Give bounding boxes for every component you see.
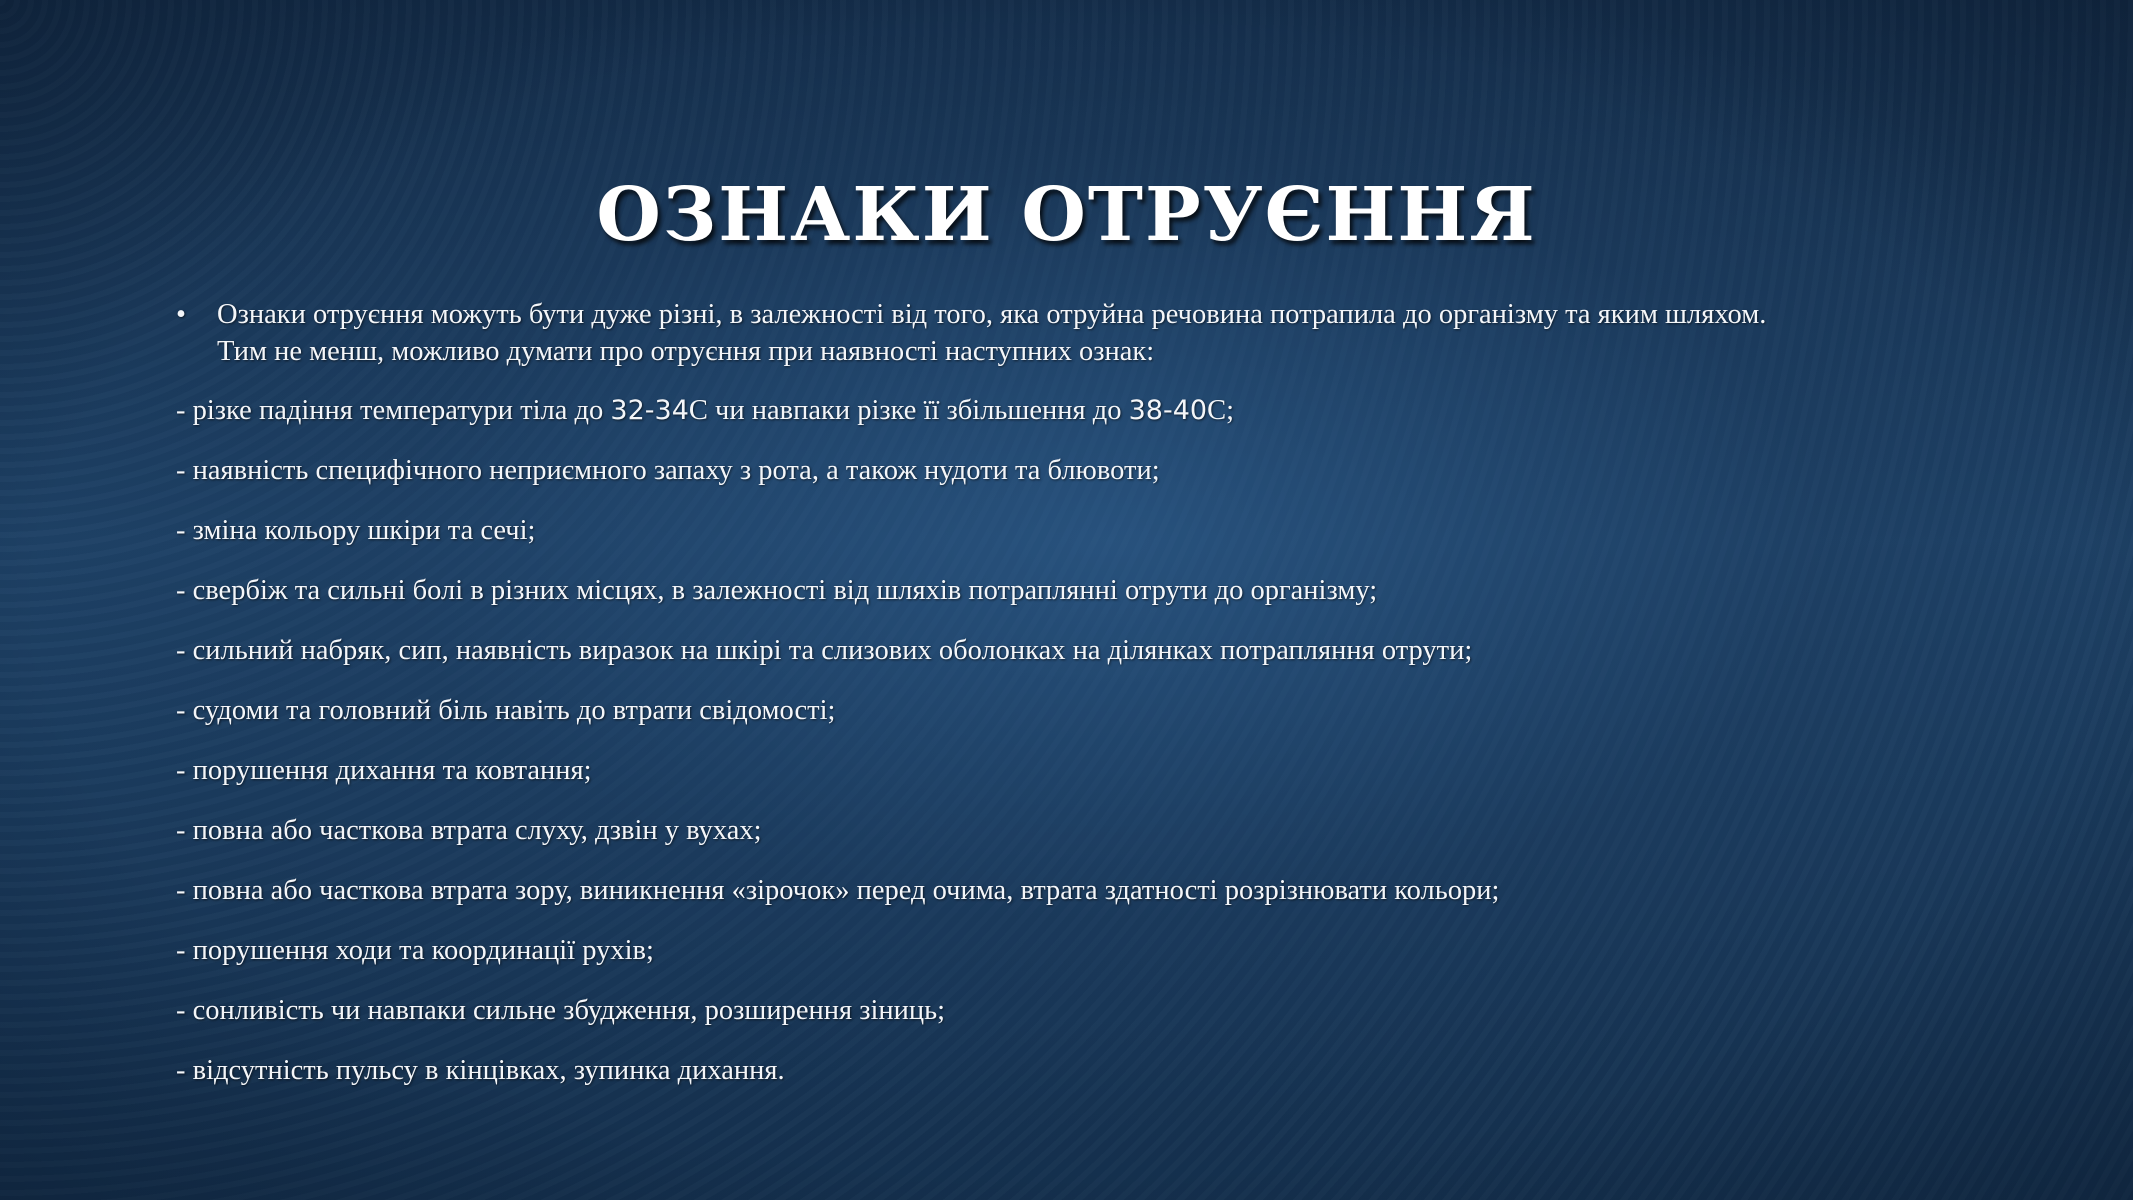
temperature-text-3: С; xyxy=(1207,395,1235,426)
temperature-high-range: 38-40 xyxy=(1128,395,1208,426)
temperature-text-2: С чи навпаки різке її збільшення до xyxy=(688,395,1129,426)
list-item-temperature xyxy=(176,392,1976,429)
list-item: - сонливість чи навпаки сильне збудження, розширення зіниць; xyxy=(176,995,946,1026)
list-item: - відсутність пульсу в кінцівках, зупинка дихання. xyxy=(176,1055,785,1086)
slide-title: ОЗНАКИ ОТРУЄННЯ xyxy=(596,172,1537,258)
list-item: - судоми та головний біль навіть до втрати свідомості; xyxy=(176,695,836,726)
temperature-low-range: 32-34 xyxy=(610,395,689,426)
list-item: - порушення дихання та ковтання; xyxy=(176,755,592,786)
list-item: - повна або часткова втрата слуху, дзвін у вухах; xyxy=(176,815,762,846)
list-item: - наявність специфічного неприємного запаху з рота, а також нудоти та блювоти; xyxy=(176,455,1160,486)
list-item: - свербіж та сильні болі в різних місцях, в залежності від шляхів потраплянні отрути до організму; xyxy=(176,575,1378,606)
temperature-text-1: - різке падіння температури тіла до xyxy=(176,395,611,426)
list-item: - зміна кольору шкіри та сечі; xyxy=(176,515,536,546)
list-item: - повна або часткова втрата зору, виникнення «зірочок» перед очима, втрата здатності розрізнювати кольори; xyxy=(176,875,1500,906)
intro-line-2: Тим не менш, можливо думати про отруєння при наявності наступних ознак: xyxy=(217,336,1155,367)
intro-bullet-paragraph xyxy=(176,296,1976,370)
list-item: - порушення ходи та координації рухів; xyxy=(176,935,654,966)
slide-body xyxy=(176,296,1976,1112)
intro-line-1: Ознаки отруєння можуть бути дуже різні, в залежності від того, яка отруйна речовина потрапила до організму та яким шляхом. xyxy=(217,299,1767,330)
list-item: - сильний набряк, сип, наявність виразок на шкірі та слизових оболонках на ділянках потрапляння отрути; xyxy=(176,635,1473,666)
bullet-marker: • xyxy=(176,299,186,330)
